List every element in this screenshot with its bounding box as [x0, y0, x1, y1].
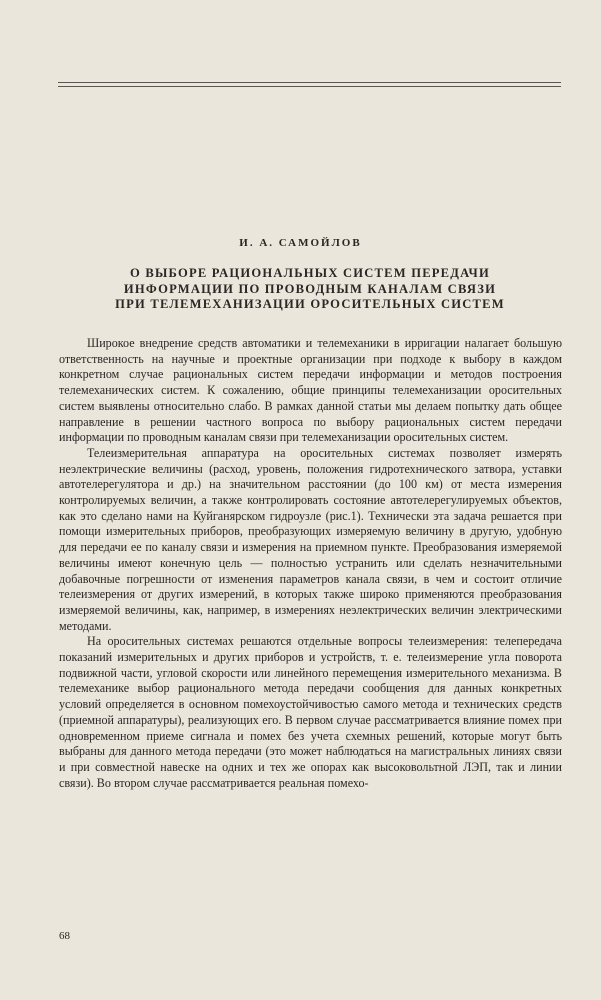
paragraph: Телеизмерительная аппаратура на оросительных системах позволяет измерять неэлектрические величины (расход, уровень, положения гидротехнического затвора, уставки автотелерегулятора и др.) на значительном расстоянии (до 100 км) от места измерения контролируемых величин, а также контролировать состояние автотелерегулируемых объектов, как это сделано нами на Куйганярском гидроузле (рис.1). Технически эта задача решается при помощи измерительных приборов, преобразующих измеряемую величину в другую, удобную для передачи ее по каналу связи и измерения на приемном пункте. Преобразования измеряемой величины имеют конечную цель — полностью устранить или сделать незначительными добавочные погрешности от изменения параметров канала связи, в чем и состоит отличие телеизмерения от других измерений, в которых также широко применяются преобразования измеряемой величины, как, например, в измерениях неэлектрических величин электрическими методами.	[59, 445, 562, 633]
header-rule-bottom	[58, 86, 561, 87]
paragraph: На оросительных системах решаются отдельные вопросы телеизмерения: телепередача показаний измерительных и других приборов и устройств, т. е. телеизмерение угла поворота подвижной части, угловой скорости или линейного перемещения измерительного механизма. В телемеханике выбор рационального метода передачи сообщения для данных конкретных условий определяется в основном помехоустойчивостью самого метода и технических средств (приемной аппаратуры), реализующих его. В первом случае рассматривается влияние помех при одновременном приеме сигнала и помех без учета схемных решений, которые могут быть выбраны для данного метода передачи (это может наблюдаться на магистральных линиях связи и при совместной навеске на одних и тех же опорах как высоковольтной ЛЭП, так и линии связи). Во втором случае рассматривается реальная помехо-	[59, 634, 562, 790]
title-line: ПРИ ТЕЛЕМЕХАНИЗАЦИИ ОРОСИТЕЛЬНЫХ СИСТЕМ	[115, 297, 505, 311]
title-line: ИНФОРМАЦИИ ПО ПРОВОДНЫМ КАНАЛАМ СВЯЗИ	[123, 281, 497, 296]
article-title	[60, 266, 560, 313]
title-line: О ВЫБОРЕ РАЦИОНАЛЬНЫХ СИСТЕМ ПЕРЕДАЧИ	[130, 266, 490, 280]
article-body	[59, 336, 562, 791]
author-name: И. А. САМОЙЛОВ	[239, 237, 362, 249]
header-rule-top	[58, 82, 561, 83]
paragraph: Широкое внедрение средств автоматики и телемеханики в ирригации налагает большую ответственность на научные и проектные организации при подходе к выбору в каждом конкретном случае рациональных систем передачи информации и методов построения телемеханических систем. К сожалению, общие принципы телемеханизации оросительных систем выявлены относительно слабо. В рамках данной статьи мы делаем попытку дать общее направление в решении частного вопроса по выбору рациональных систем передачи информации по проводным каналам связи при телемеханизации оросительных систем.	[59, 336, 562, 445]
page-number: 68	[59, 930, 70, 942]
